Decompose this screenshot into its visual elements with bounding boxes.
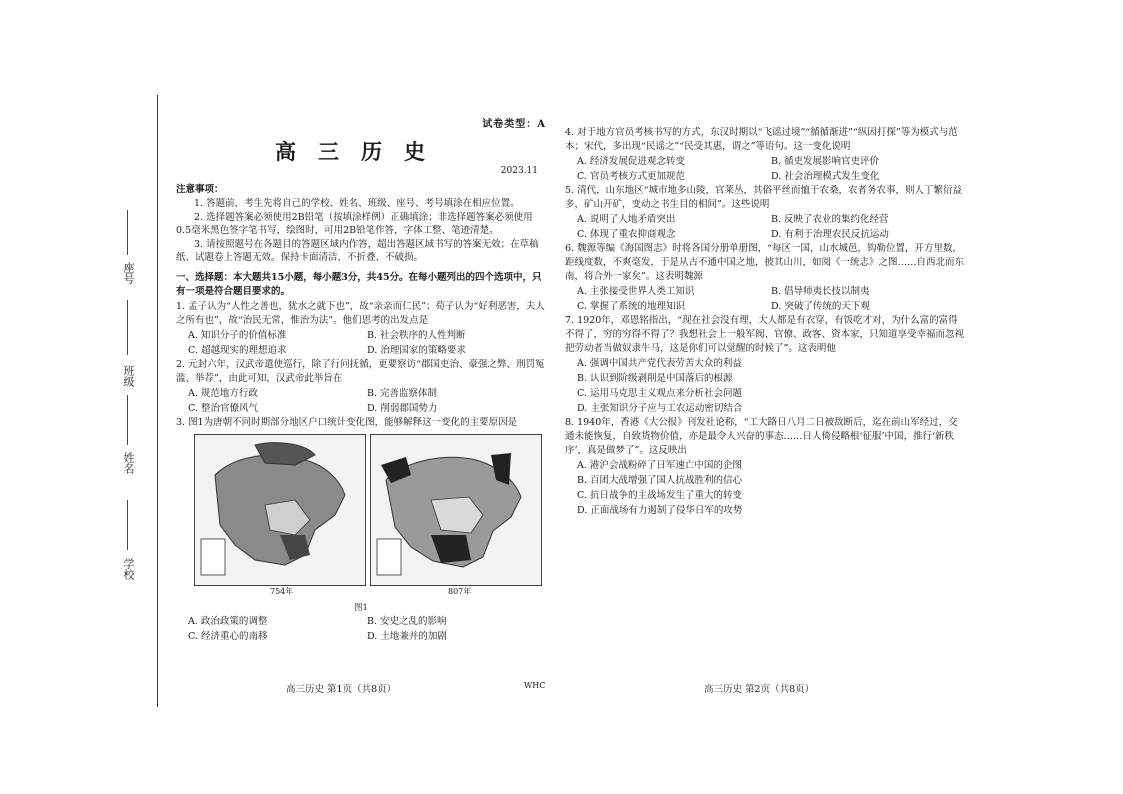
- option[interactable]: D. 突破了传统的天下观: [771, 301, 870, 312]
- notice-heading: 注意事项：: [176, 183, 224, 195]
- question-6-options: [565, 284, 965, 314]
- question-8: 8. 1940年，香港《大公报》刊发社论称，“工大路日八月二日被敌断后，迄在前山军经过，交通未能恢复，自致货物价值，亦是最令人兴奋的事态……日人倚侵略根‘征服’中国，推行‘新秩序’，真是做梦了”。这反映出: [565, 417, 958, 456]
- option[interactable]: C. 整治官僚风气: [188, 402, 258, 414]
- question-7: 7. 1920年，邓恩铭指出，“现在社会没有理，大人都是有衣穿，有饭吃才对，为什么富的富得不得了，穷的穷得不得了？我想社会上一般军阀、官僚、政客、资本家，只知道享受幸福而忽视把劳动者当做奴隶牛马，这是你们可以觉醒的时候了”。这表明他: [565, 315, 965, 354]
- figure-caption: 图1: [354, 602, 368, 613]
- notice-item: 2. 选择题答案必须使用2B铅笔（按填涂样例）正确填涂；非选择题答案必须使用0.5毫米黑色签字笔书写，绘图时，可用2B铅笔作答，字体工整、笔迹清楚。: [176, 211, 533, 236]
- option[interactable]: A. 说明了人地矛盾突出: [577, 214, 676, 225]
- option[interactable]: C. 体现了重农抑商观念: [577, 229, 676, 240]
- option[interactable]: C. 运用马克思主义观点来分析社会问题: [577, 388, 742, 399]
- page-title: 高三历史: [275, 138, 447, 164]
- option[interactable]: D. 治理国家的策略要求: [367, 344, 466, 356]
- binding-field-name: 姓名: [122, 452, 135, 474]
- option[interactable]: B. 完善监察体制: [367, 387, 438, 399]
- page-1: [176, 118, 546, 644]
- page-2: [565, 126, 965, 518]
- option[interactable]: D. 削弱郡国势力: [367, 402, 438, 414]
- question-5-options: [565, 212, 965, 242]
- question-4-options: [565, 154, 965, 184]
- option[interactable]: B. 倡导师夷长技以制夷: [771, 286, 870, 297]
- binding-line: [157, 95, 158, 707]
- notice-item: 3. 请按照题号在各题目的答题区域内作答，超出答题区域书写的答案无效；在草稿纸、试题卷上答题无效。保持卡面清洁，不折叠、不破损。: [176, 238, 539, 263]
- footer-code: WHC: [524, 681, 546, 690]
- option[interactable]: D. 主张知识分子应与工农运动密切结合: [577, 403, 743, 414]
- option[interactable]: A. 规范地方行政: [188, 387, 258, 399]
- map-754-year: 754年: [270, 586, 294, 596]
- question-1-options: [176, 328, 546, 358]
- question-5: 5. 清代，山东地区“城市地多山陵，官莱丛，其俗平丝而恤于农桑，农者务农事，则人丁繁衍益多，矿山开矿，变动之书生目的相间”。这些说明: [565, 185, 962, 210]
- option[interactable]: B. 反映了农业的集约化经营: [771, 214, 889, 225]
- option[interactable]: A. 知识分子的价值标准: [188, 329, 287, 341]
- class-blank[interactable]: [127, 300, 128, 355]
- binding-field-class: 班级: [122, 365, 135, 387]
- school-blank[interactable]: [127, 500, 128, 550]
- option[interactable]: B. 安史之乱的影响: [367, 615, 447, 627]
- option[interactable]: D. 正面战场有力遏制了侵华日军的攻势: [577, 505, 743, 516]
- option[interactable]: D. 有利于治理农民反抗运动: [771, 229, 889, 240]
- option[interactable]: B. 社会秩序的人性判断: [367, 329, 466, 341]
- option[interactable]: B. 百团大战增强了国人抗战胜利的信心: [577, 475, 743, 486]
- exam-date: 2023.11: [500, 165, 538, 176]
- question-2-options: [176, 386, 546, 416]
- map-807-graphic: [371, 435, 541, 585]
- option[interactable]: B. 认识到阶级剥削是中国落后的根源: [577, 373, 733, 384]
- name-blank[interactable]: [127, 395, 128, 445]
- question-1: 1. 孟子认为“人性之善也，犹水之就下也”，故“亲亲而仁民”；荀子认为“好利恶害，夫人之所有也”，故“治民无常，惟治为法”。他们思考的出发点是: [176, 300, 545, 326]
- figure-1: [176, 434, 546, 600]
- seat-blank[interactable]: [127, 210, 128, 255]
- option[interactable]: C. 超越现实的理想追求: [188, 344, 287, 356]
- map-754-graphic: [195, 435, 365, 585]
- question-3: 3. 图1为唐朝不同时期部分地区户口统计变化图，能够解释这一变化的主要原因是: [176, 416, 518, 428]
- question-7-options: [565, 356, 965, 416]
- question-8-options: [565, 458, 965, 518]
- exam-type: 试卷类型：A: [482, 119, 546, 130]
- option[interactable]: A. 强调中国共产党代表劳苦大众的利益: [577, 358, 742, 369]
- option[interactable]: B. 循吏发展影响官吏评价: [771, 156, 880, 167]
- map-807-year: 807年: [448, 586, 472, 596]
- binding-field-seat: 座号: [122, 262, 135, 284]
- option[interactable]: A. 港沪会战粉碎了日军速亡中国的企图: [577, 460, 742, 471]
- notice-item: 1. 答题前，考生先将自己的学校、姓名、班级、座号、考号填涂在相应位置。: [194, 198, 520, 209]
- option[interactable]: D. 土地兼并的加剧: [367, 630, 447, 642]
- question-6: 6. 魏源等编《海国图志》时将各国分册单册图，“每区一国，山水城邑，钩勒位置，开方里数，距线度数，不爽毫发，于是从古不通中国之地，披其山川，如阅《一统志》之图……自西北而东南，将合外一家矣”。这表明魏源: [565, 243, 965, 282]
- question-4: 4. 对于地方官员考核书写的方式，东汉时期以“飞谣过境”“循循渐进”“纵因打探”等为模式与范本；宋代，多出现“民谣之”“民受其惠，谓之”等语句。这一变化说明: [565, 127, 958, 152]
- option[interactable]: A. 政治政策的调整: [188, 615, 268, 627]
- option[interactable]: D. 社会治理模式发生变化: [771, 171, 880, 182]
- section-heading: 一、选择题：本大题共15小题，每小题3分，共45分。在每小题列出的四个选项中，只有一项是符合题目要求的。: [176, 271, 542, 297]
- footer-page-1: 高三历史 第1页（共8页）: [286, 684, 397, 695]
- option[interactable]: C. 官员考核方式更加规范: [577, 171, 685, 182]
- option[interactable]: C. 抗日战争的主战场发生了重大的转变: [577, 490, 742, 501]
- option[interactable]: A. 经济发展促进观念转变: [577, 156, 685, 167]
- option[interactable]: C. 掌握了系统的地理知识: [577, 301, 685, 312]
- binding-field-school: 学校: [122, 558, 135, 580]
- map-807: [370, 434, 542, 586]
- question-3-options: [176, 614, 546, 644]
- footer-page-2: 高三历史 第2页（共8页）: [704, 684, 815, 695]
- question-2: 2. 元封六年，汉武帝遣使巡行，除了行问抚循，更要察访“郡国吏治、豪强之弊、刑罚冤滥、举荐”，由此可知，汉武帝此举旨在: [176, 358, 545, 384]
- map-754: [194, 434, 366, 586]
- option[interactable]: C. 经济重心的南移: [188, 630, 268, 642]
- option[interactable]: A. 主张接受世界人类工知识: [577, 286, 695, 297]
